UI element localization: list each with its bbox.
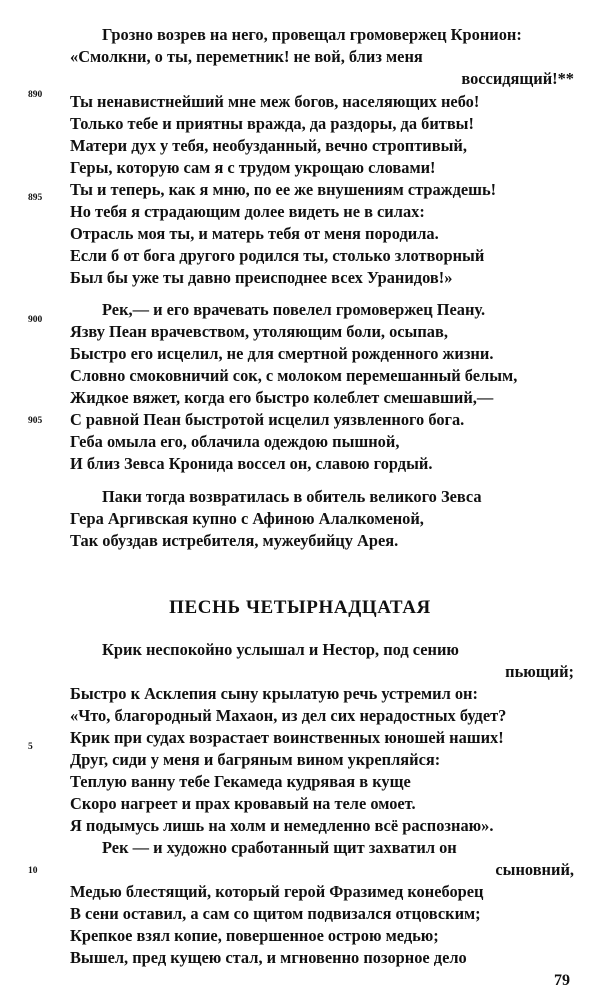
verse-line: Я подымусь лишь на холм и немедленно всё распознаю».	[70, 816, 494, 835]
page-number: 79	[554, 972, 570, 989]
verse-line: Только тебе и приятны вражда, да раздоры, да битвы!	[70, 114, 474, 133]
verse-line: Быстро к Асклепия сыну крылатую речь устремил он:	[70, 684, 478, 703]
verse-line: Крепкое взял копие, повершенное острою медью;	[70, 926, 439, 945]
verse-line: Ты ненавистнейший мне меж богов, населяющих небо!	[70, 92, 480, 111]
verse-line: Жидкое вяжет, когда его быстро колеблет смешавший,—	[70, 388, 494, 407]
line-number: 905	[28, 416, 43, 426]
verse-line-continuation: сыновний,	[495, 860, 574, 879]
canto-heading: ПЕСНЬ ЧЕТЫРНАДЦАТАЯ	[169, 597, 431, 618]
verse-line: Геры, которую сам я с трудом укрощаю словами!	[70, 158, 436, 177]
verse-line: Паки тогда возвратилась в обитель великого Зевса	[102, 487, 482, 506]
verse-line: И близ Зевса Кронида воссел он, славою гордый.	[70, 454, 433, 473]
verse-line: Теплую ванну тебе Гекамеда кудрявая в куще	[70, 772, 411, 791]
verse-line: Медью блестящий, который герой Фразимед конеборец	[70, 882, 484, 901]
verse-line: Отрасль моя ты, и матерь тебя от меня породила.	[70, 224, 439, 243]
verse-line: Но тебя я страдающим долее видеть не в силах:	[70, 202, 425, 221]
verse-line: Крик при судах возрастает воинственных юношей наших!	[70, 728, 504, 747]
verse-line-continuation: пьющий;	[505, 662, 574, 681]
line-number: 900	[28, 315, 43, 325]
verse-line-continuation: воссидящий!**	[461, 69, 574, 88]
verse-line: Словно смоковничий сок, с молоком перемешанный белым,	[70, 366, 518, 385]
line-number: 5	[28, 742, 33, 752]
verse-line: Скоро нагреет и прах кровавый на теле омоет.	[70, 794, 416, 813]
verse-line: Язву Пеан врачевством, утоляющим боли, осыпав,	[70, 322, 448, 341]
line-number: 890	[28, 90, 43, 100]
verse-line: Рек,— и его врачевать повелел громовержец Пеану.	[102, 300, 486, 319]
verse-line: Так обуздав истребителя, мужеубийцу Арея.	[70, 531, 399, 550]
verse-line: Рек — и художно сработанный щит захватил он	[102, 838, 457, 857]
verse-line: Вышел, пред кущею стал, и мгновенно позорное дело	[70, 948, 467, 967]
verse-line: «Смолкни, о ты, переметник! не вой, близ меня	[70, 47, 423, 66]
line-number: 10	[28, 866, 38, 876]
line-number: 895	[28, 193, 43, 203]
verse-line: В сени оставил, а сам со щитом подвизался отцовским;	[70, 904, 481, 923]
verse-line: Крик неспокойно услышал и Нестор, под сению	[102, 640, 459, 659]
verse-line: Матери дух у тебя, необузданный, вечно строптивый,	[70, 136, 467, 155]
verse-line: Друг, сиди у меня и багряным вином укрепляйся:	[70, 750, 441, 769]
verse-line: Ты и теперь, как я мню, по ее же внушениям страждешь!	[70, 180, 497, 199]
verse-line: «Что, благородный Махаон, из дел сих нерадостных будет?	[70, 706, 507, 725]
verse-line: Быстро его исцелил, не для смертной рожденного жизни.	[70, 344, 494, 363]
verse-line: Если б от бога другого родился ты, столько злотворный	[70, 246, 485, 265]
verse-line: Геба омыла его, облачила одеждою пышной,	[70, 432, 400, 451]
verse-line: С равной Пеан быстротой исцелил уязвленного бога.	[70, 410, 465, 429]
verse-line: Грозно возрев на него, провещал громовержец Кронион:	[102, 25, 522, 44]
verse-line: Был бы уже ты давно преисподнее всех Уранидов!»	[70, 268, 453, 287]
verse-line: Гера Аргивская купно с Афиною Алалкоменой,	[70, 509, 424, 528]
